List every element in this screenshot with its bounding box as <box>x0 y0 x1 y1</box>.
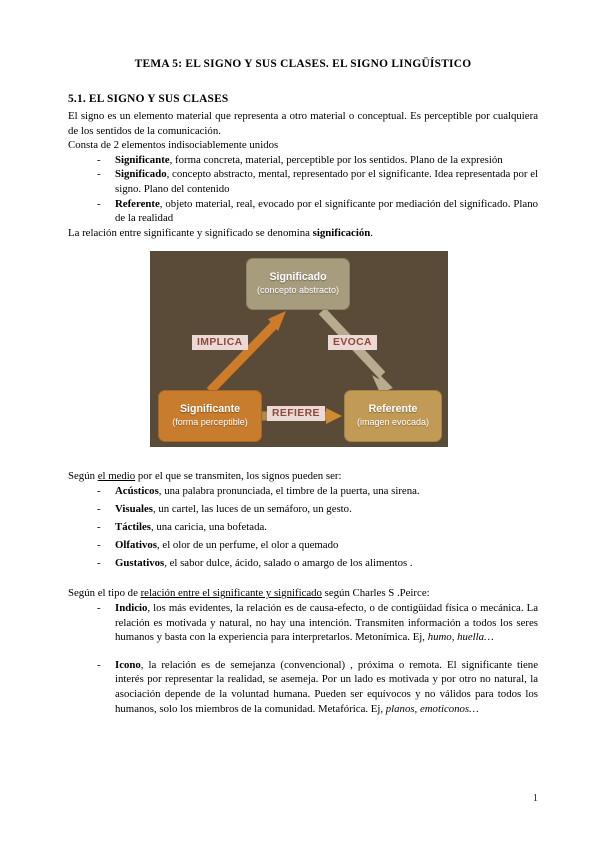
implica-arrow-icon <box>210 311 286 391</box>
list-item <box>68 197 538 226</box>
dash-bullet: - <box>97 197 101 210</box>
term-description: , objeto material, real, evocado por el significante por mediación del significado. Plano de la realidad <box>115 197 538 225</box>
relacion-prefix: La relación entre significante y significado se denomina <box>68 226 313 239</box>
diagram-label-refiere: REFIERE <box>267 406 325 421</box>
spacer <box>68 574 538 586</box>
term-example: planos, emoticonos… <box>385 702 479 715</box>
term-label: Indicio <box>115 601 148 614</box>
peirce-intro-underlined: relación entre el significante y significado <box>140 587 322 600</box>
dash-bullet: - <box>97 484 101 497</box>
term-description: , el olor de un perfume, el olor a quemado <box>157 539 339 552</box>
diagram-container <box>68 251 538 447</box>
box-title: Significante <box>179 403 241 416</box>
list-item <box>68 484 538 499</box>
dash-bullet: - <box>97 168 101 181</box>
term-description: , forma concreta, material, perceptible por los sentidos. Plano de la expresión <box>169 153 503 166</box>
list-item <box>68 502 538 517</box>
term-label: Táctiles <box>115 521 151 534</box>
list-item <box>68 520 538 535</box>
diagram-box-referente[interactable] <box>344 390 442 442</box>
signo-elements-list <box>68 153 538 226</box>
medio-items-list <box>68 484 538 571</box>
list-item <box>68 658 538 716</box>
medio-intro-underlined: el medio <box>97 470 136 483</box>
peirce-items-list <box>68 601 538 716</box>
dash-bullet: - <box>97 521 101 534</box>
peirce-intro-line <box>68 586 538 601</box>
relacion-significacion-line <box>68 226 538 241</box>
evoca-arrow-icon <box>322 311 393 393</box>
term-description: , la relación es de semejanza (convencional) , próxima o remota. El significante tiene interés por representar la realidad, se asemeja. Por un lado es motivada y por otro no natural, la asociación depende de la voluntad humana. Pueden ser equívocos y no válidos para todos los humanos, solo los miembros de la comunidad. Metafórica. Ej, <box>115 658 538 715</box>
diagram-label-evoca: EVOCA <box>328 335 377 350</box>
term-description: , los más evidentes, la relación es de causa-efecto, o de contigüidad física o mecánica. La relación es motivada y natural, no hay una intención. Transmiten información a todos los seres humanos y basta con la experiencia para interpretarlos. Metonímica. Ej, <box>115 601 538 644</box>
term-label: Icono <box>115 658 141 671</box>
box-title: Referente <box>368 403 418 416</box>
diagram-label-implica: IMPLICA <box>192 335 248 350</box>
dash-bullet: - <box>97 539 101 552</box>
term-description: , el sabor dulce, ácido, salado o amargo de los alimentos . <box>164 557 413 570</box>
term-description: , un cartel, las luces de un semáforo, un gesto. <box>153 502 352 515</box>
list-item <box>68 153 538 168</box>
term-label: Acústicos <box>115 484 159 497</box>
medio-intro-line <box>68 469 538 484</box>
term-label: Significante <box>115 153 170 166</box>
relacion-bold-term: significación <box>312 226 371 239</box>
intro-paragraph: El signo es un elemento material que representa a otro material o conceptual. Es perceptible por cualquiera de los sentidos de la comunicación. <box>68 109 538 137</box>
dash-bullet: - <box>97 502 101 515</box>
peirce-intro-prefix: Según el tipo de <box>68 587 141 600</box>
relacion-suffix: . <box>370 226 373 239</box>
term-example: humo, huella… <box>427 631 494 644</box>
term-label: Olfativos <box>115 539 157 552</box>
dash-bullet: - <box>97 557 101 570</box>
box-subtitle: (concepto abstracto) <box>256 285 340 296</box>
box-subtitle: (forma perceptible) <box>172 417 248 428</box>
list-item <box>68 556 538 571</box>
document-title: TEMA 5: EL SIGNO Y SUS CLASES. EL SIGNO LINGÜÍSTICO <box>134 58 472 70</box>
term-label: Gustativos <box>115 557 165 570</box>
page-number: 1 <box>532 793 538 804</box>
dash-bullet: - <box>97 601 101 614</box>
box-subtitle: (imagen evocada) <box>356 417 430 428</box>
diagram-box-significante[interactable] <box>158 390 262 442</box>
term-label: Visuales <box>115 502 153 515</box>
box-title: Significado <box>269 271 327 284</box>
list-item <box>68 601 538 645</box>
dash-bullet: - <box>97 658 101 671</box>
list-item <box>68 167 538 196</box>
medio-intro-suffix: por el que se transmiten, los signos pueden ser: <box>135 470 342 483</box>
term-description: , concepto abstracto, mental, representado por el significante. Idea representada por el signo. Plano del contenido <box>115 168 538 195</box>
section-heading-5-1: 5.1. EL SIGNO Y SUS CLASES <box>68 92 229 105</box>
medio-intro-prefix: Según <box>68 470 98 483</box>
peirce-intro-suffix: según Charles S .Peirce: <box>321 587 430 600</box>
dash-bullet: - <box>97 153 101 166</box>
term-label: Referente <box>115 197 160 210</box>
signo-triangle-diagram <box>150 251 448 447</box>
term-description: , una caricia, una bofetada. <box>150 521 267 534</box>
term-label: Significado <box>115 168 167 181</box>
list-item <box>68 538 538 553</box>
term-description: , una palabra pronunciada, el timbre de la puerta, una sirena. <box>158 484 420 497</box>
consta-line: Consta de 2 elementos indisociablemente unidos <box>68 139 279 152</box>
diagram-box-significado[interactable] <box>246 258 350 310</box>
spacer <box>68 447 538 469</box>
